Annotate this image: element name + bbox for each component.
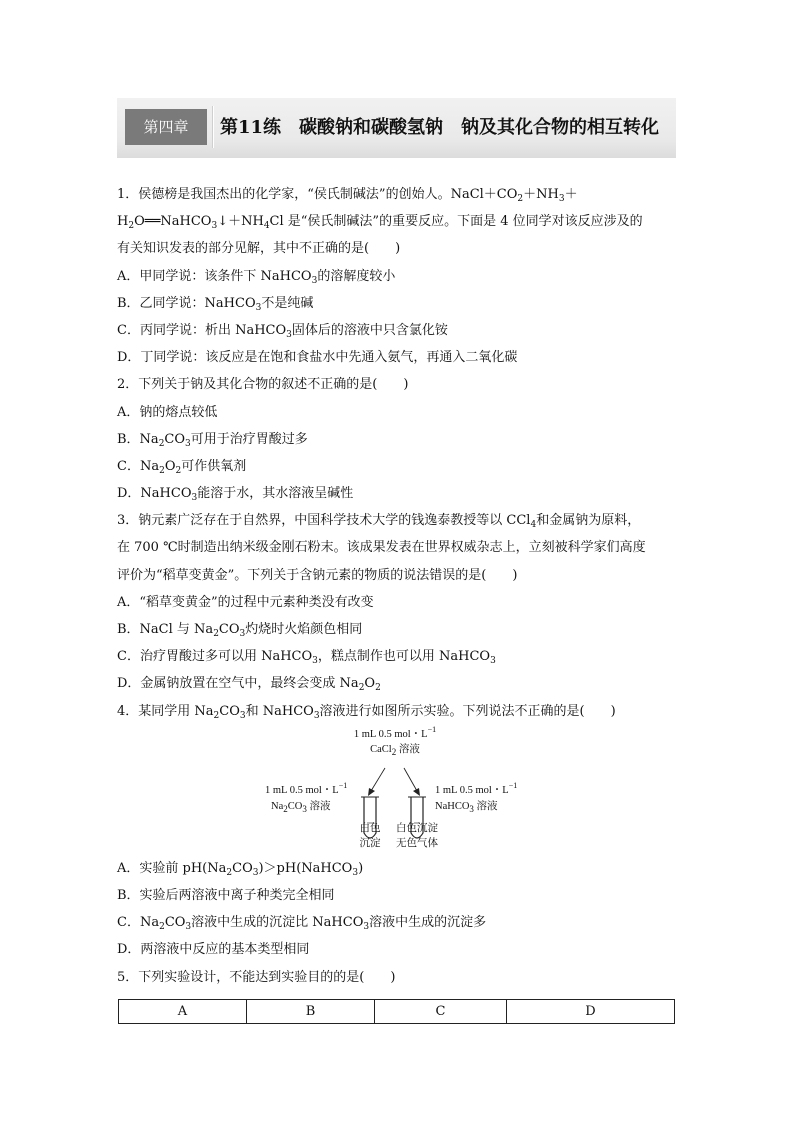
- q1-stem-line-3: 有关知识发表的部分见解，其中不正确的是( ): [117, 241, 401, 257]
- table-header-cell: D: [507, 1000, 675, 1024]
- page-title: 第11练 碳酸钠和碳酸氢钠 钠及其化合物的相互转化: [220, 117, 660, 138]
- q3-option-d: D．金属钠放置在空气中，最终会变成 $Na_2O_2$: [117, 676, 381, 694]
- q4-option-b: B．实验后两溶液中离子种类完全相同: [117, 887, 335, 903]
- right-reagent-name: NaHCO$_3$ 溶液: [435, 800, 498, 814]
- chapter-label: 第四章: [125, 109, 207, 145]
- q2-option-a: A．钠的熔点较低: [117, 404, 218, 420]
- q3-option-c: C．治疗胃酸过多可以用 NaHCO$_3$，糕点制作也可以用 NaHCO$_3$: [117, 649, 496, 667]
- left-reagent-name: $Na_2CO_3$ 溶液: [271, 800, 331, 814]
- left-arrow-head: [368, 788, 375, 796]
- q4-stem: 4．某同学用 $Na_2CO_3$和 NaHCO$_3$溶液进行如图所示实验。下列说法不正确的是( ): [117, 703, 616, 721]
- experiment-figure: [117, 725, 677, 855]
- q4-option-a: A．实验前 $pH(Na_2CO_3)>pH(NaHCO_3)$: [117, 860, 364, 878]
- right-arrow-head: [413, 788, 420, 796]
- q2-stem: 2．下列关于钠及其化合物的叙述不正确的是( ): [117, 377, 409, 393]
- q1-option-b: B．乙同学说：NaHCO$_3$不是纯碱: [117, 295, 314, 313]
- left-arrow-line: [371, 768, 385, 791]
- right-observation-1: 白色沉淀: [396, 822, 438, 834]
- q1-stem-line-1: 1．侯德榜是我国杰出的化学家，“侯氏制碱法”的创始人。$NaCl+CO_2+NH_3+$: [117, 187, 578, 204]
- table-header-cell: B: [247, 1000, 375, 1024]
- top-reagent-concentration: 1 mL 0.5 mol・$L^{-1}$: [353, 724, 437, 740]
- q2-option-b: B．$Na_2CO_3$可用于治疗胃酸过多: [117, 431, 308, 449]
- q1-option-c: C．丙同学说：析出 NaHCO$_3$固体后的溶液中只含氯化铵: [117, 322, 448, 340]
- q1-option-d: D．丁同学说：该反应是在饱和食盐水中先通入氨气，再通入二氧化碳: [117, 350, 518, 366]
- q3-option-a: A．“稻草变黄金”的过程中元素种类没有改变: [117, 594, 374, 610]
- question-5: [117, 964, 677, 991]
- q1-stem-line-2: $H_2O══NaHCO_3↓+NH_4Cl$ 是“侯氏制碱法”的重要反应。下面是 4 位同学对该反应涉及的: [117, 214, 643, 232]
- q3-stem-line-1: 3．钠元素广泛存在于自然界，中国科学技术大学的钱逸泰教授等以 CCl$_4$和金属钠为原料，: [117, 513, 641, 531]
- q2-option-c: C．$Na_2O_2$可作供氧剂: [117, 458, 247, 476]
- header-divider: [212, 106, 214, 148]
- question-2: [117, 371, 677, 507]
- q3-stem-line-2: 在 700 ℃时制造出纳米级金刚石粉末。该成果发表在世界权威杂志上，立刻被科学家们高度: [117, 540, 646, 556]
- q3-option-b: B．NaCl 与 $Na_2CO_3$灼烧时火焰颜色相同: [117, 622, 363, 639]
- left-reagent-concentration: 1 mL 0.5 mol・$L^{-1}$: [265, 780, 348, 796]
- right-observation-2: 无色气体: [396, 837, 438, 849]
- top-reagent-name: CaCl$_2$ 溶液: [370, 743, 420, 757]
- q5-stem: 5．下列实验设计，不能达到实验目的的是( ): [117, 969, 396, 985]
- right-reagent-concentration: 1 mL 0.5 mol・$L^{-1}$: [435, 780, 518, 796]
- left-observation-2: 沉淀: [359, 837, 381, 849]
- q4-option-d: D．两溶液中反应的基本类型相同: [117, 942, 310, 958]
- question-1: [117, 181, 677, 371]
- q4-option-c: C．$Na_2CO_3$溶液中生成的沉淀比 NaHCO$_3$溶液中生成的沉淀多: [117, 915, 487, 933]
- question-3: [117, 507, 677, 697]
- left-observation-1: 白色: [359, 822, 381, 834]
- right-arrow-line: [404, 768, 417, 791]
- q3-stem-line-3: 评价为“稻草变黄金”。下列关于含钠元素的物质的说法错误的是( ): [117, 567, 518, 583]
- table-header-cell: A: [119, 1000, 247, 1024]
- q5-choice-table: [118, 999, 675, 1024]
- table-header-row: [119, 1000, 675, 1024]
- chapter-header: [117, 98, 676, 158]
- question-4: [117, 698, 677, 964]
- q2-option-d: D．NaHCO$_3$能溶于水，其水溶液呈碱性: [117, 486, 354, 504]
- q1-option-a: A．甲同学说：该条件下 NaHCO$_3$的溶解度较小: [117, 268, 396, 286]
- table-header-cell: C: [375, 1000, 507, 1024]
- question-list: [117, 181, 677, 991]
